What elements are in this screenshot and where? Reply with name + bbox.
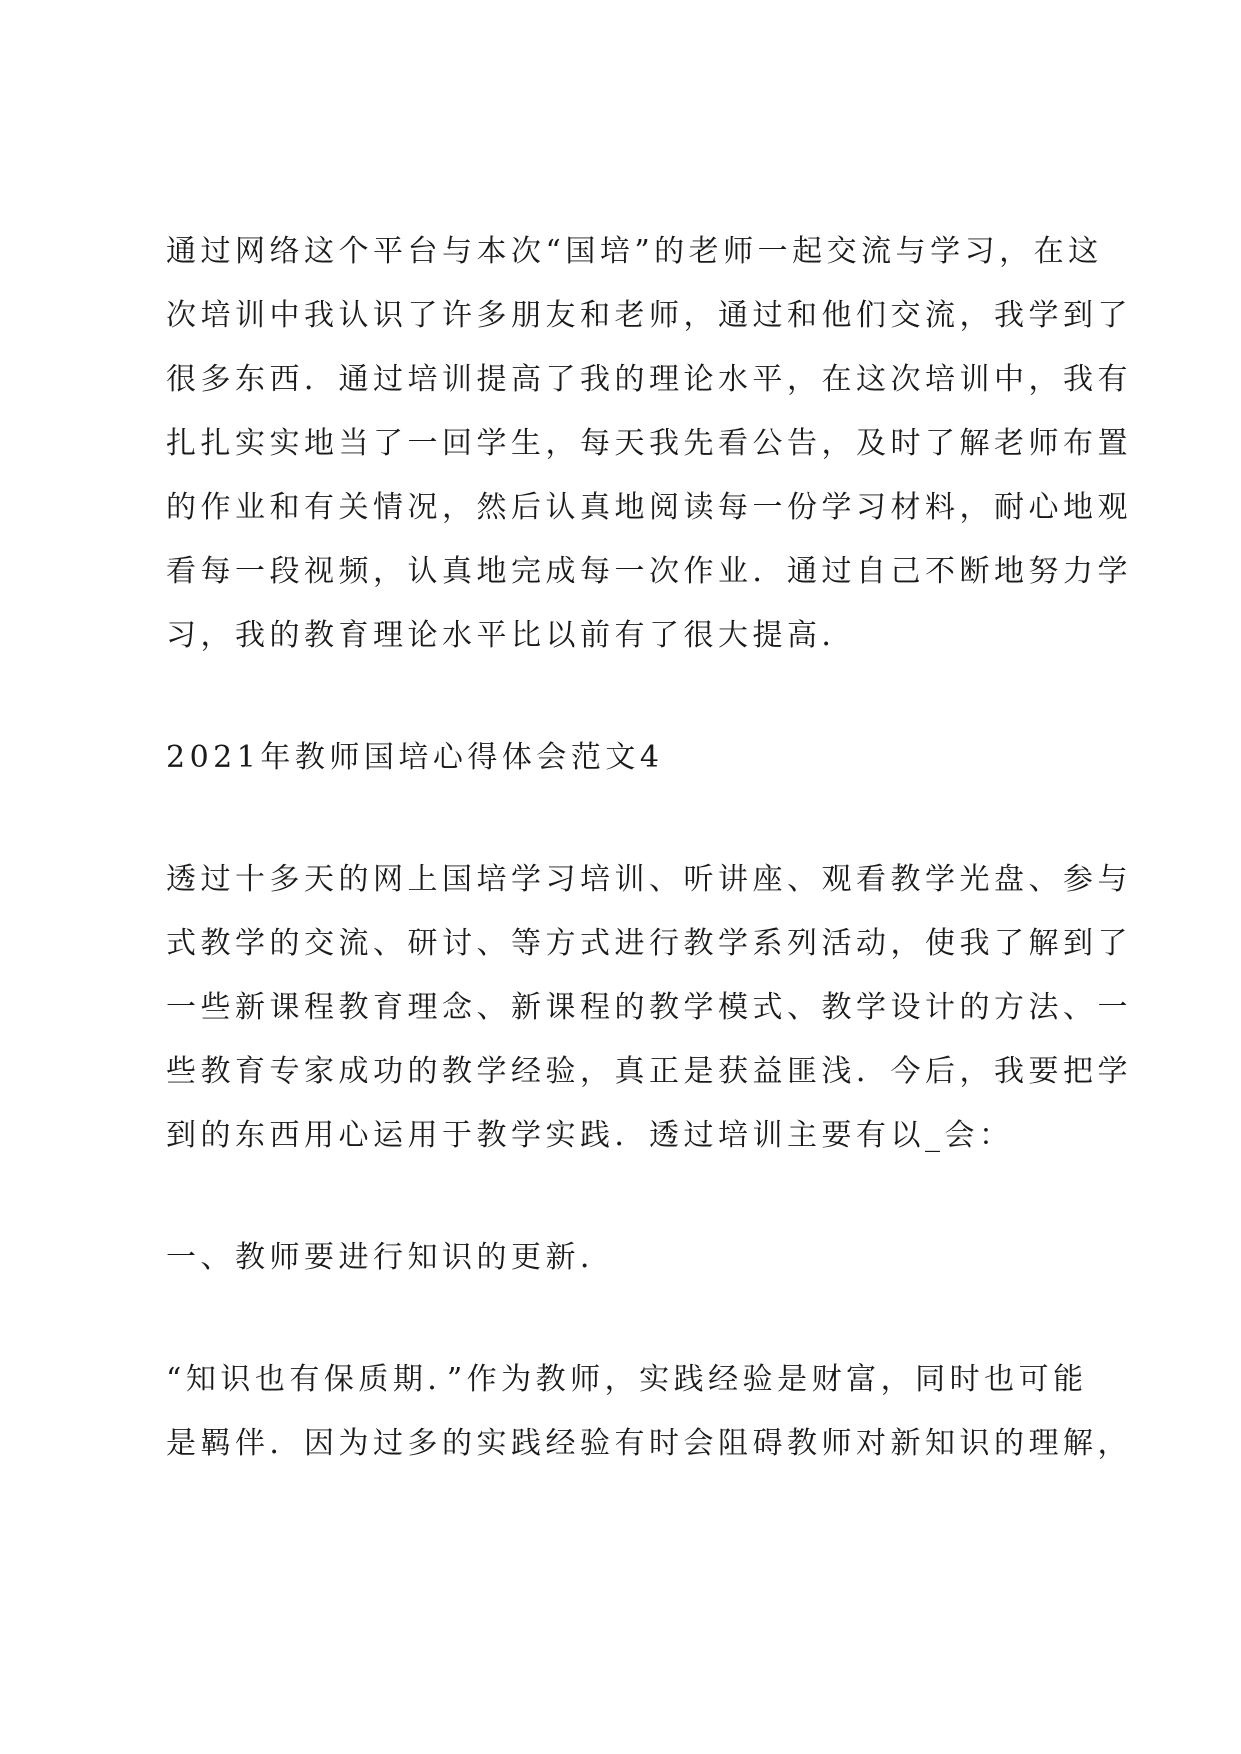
spacer	[166, 790, 1096, 848]
paragraph-2	[166, 848, 1132, 1168]
paragraph-line: 是羁伴．因为过多的实践经验有时会阻碍教师对新知识的理解，	[166, 1426, 1132, 1461]
spacer	[166, 1168, 1096, 1226]
subsection-heading	[166, 1226, 1096, 1290]
paragraph-line: 式教学的交流、研讨、等方式进行教学系列活动，使我了解到了	[166, 926, 1132, 961]
paragraph-line: 到的东西用心运用于教学实践．透过培训主要有以_会：	[166, 1118, 1014, 1153]
paragraph-line: 习，我的教育理论水平比以前有了很大提高．	[166, 618, 856, 653]
paragraph-3	[166, 1348, 1132, 1476]
paragraph-line: 很多东西．通过培训提高了我的理论水平，在这次培训中，我有	[166, 362, 1132, 397]
spacer	[166, 1290, 1096, 1348]
paragraph-line: 一些新课程教育理念、新课程的教学模式、教学设计的方法、一	[166, 990, 1132, 1025]
paragraph-line: 看每一段视频，认真地完成每一次作业．通过自己不断地努力学	[166, 554, 1132, 589]
heading-text: 2021年教师国培心得体会范文4	[166, 740, 664, 775]
paragraph-line: 透过十多天的网上国培学习培训、听讲座、观看教学光盘、参与	[166, 862, 1132, 897]
section-heading	[166, 726, 1096, 790]
paragraph-line: 次培训中我认识了许多朋友和老师，通过和他们交流，我学到了	[166, 298, 1132, 333]
spacer	[166, 668, 1096, 726]
subsection-heading-text: 一、教师要进行知识的更新．	[166, 1240, 615, 1275]
paragraph-line: 的作业和有关情况，然后认真地阅读每一份学习材料，耐心地观	[166, 490, 1132, 525]
document-page	[166, 220, 1132, 1476]
paragraph-line: 通过网络这个平台与本次“国培”的老师一起交流与学习，在这	[166, 234, 1103, 269]
paragraph-line: 扎扎实实地当了一回学生，每天我先看公告，及时了解老师布置	[166, 426, 1132, 461]
paragraph-line: 些教育专家成功的教学经验，真正是获益匪浅．今后，我要把学	[166, 1054, 1132, 1089]
paragraph-line: “知识也有保质期．”作为教师，实践经验是财富，同时也可能	[166, 1362, 1088, 1397]
paragraph-1	[166, 220, 1132, 668]
